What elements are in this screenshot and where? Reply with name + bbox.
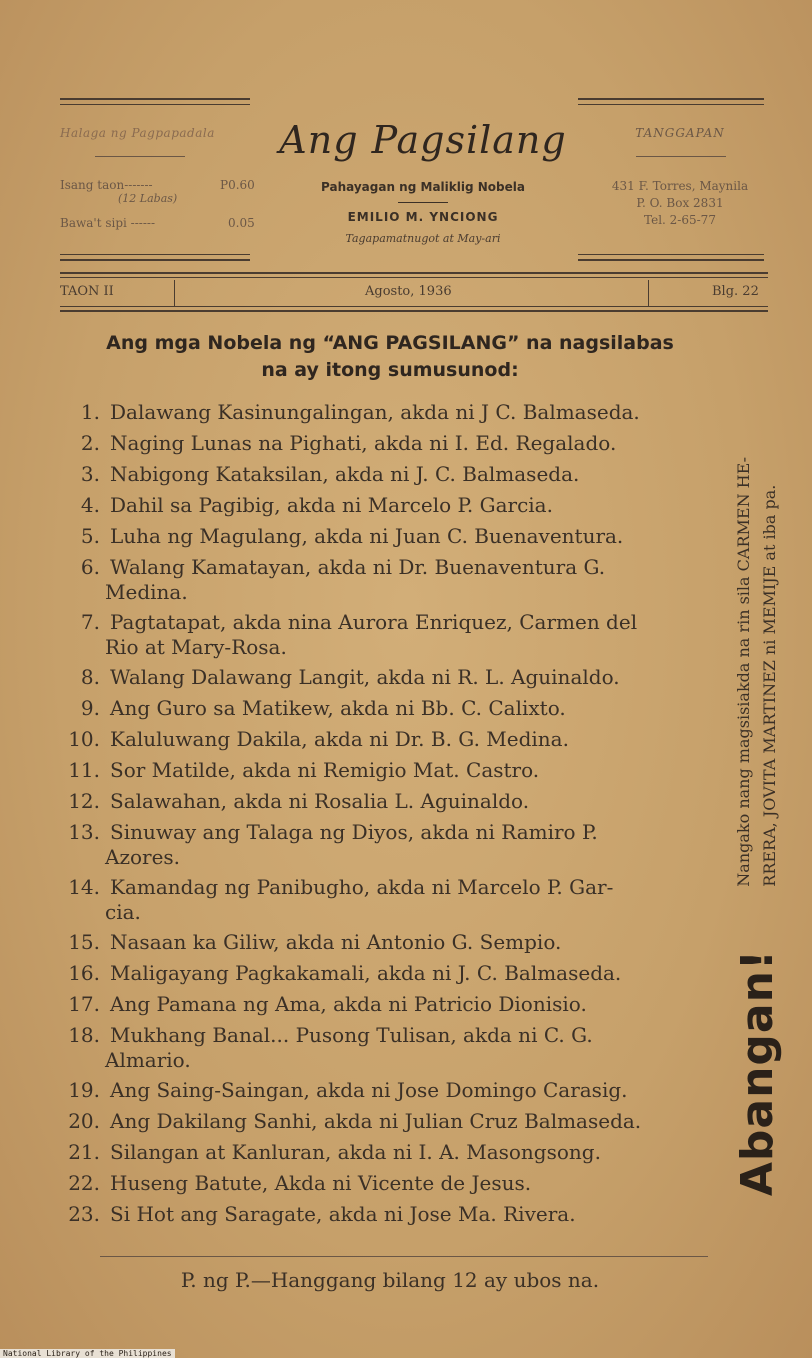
abangan-text: Abangan! <box>731 949 783 1197</box>
item-text: Kamandag ng Panibugho, akda ni Marcelo P. Gar- <box>110 875 614 899</box>
header-rule-right <box>578 98 764 100</box>
item-text: Walang Dalawang Langit, akda ni R. L. Aguinaldo. <box>110 665 620 689</box>
list-item <box>60 1140 720 1171</box>
price-row-label: Bawa't sipi ------ <box>60 216 155 230</box>
list-item <box>60 462 720 493</box>
issue-bar-bottom-thick <box>60 310 768 312</box>
item-text: Walang Kamatayan, akda ni Dr. Buenaventura G. <box>110 555 606 579</box>
item-text-continued: Medina. <box>105 579 188 604</box>
item-number: 6. <box>80 555 100 579</box>
list-item <box>60 930 720 961</box>
item-text: Silangan at Kanluran, akda ni I. A. Masongsong. <box>110 1140 601 1164</box>
header-rule-lower-left-thick <box>60 259 250 261</box>
office-line: P. O. Box 2831 <box>636 196 724 210</box>
item-text: Nasaan ka Giliw, akda ni Antonio G. Sempio. <box>110 930 562 954</box>
item-number: 19. <box>68 1078 100 1102</box>
list-heading-line: Ang mga Nobela ng “ANG PAGSILANG” na nagsilabas <box>106 332 674 354</box>
masthead-divider <box>398 202 448 203</box>
list-heading <box>40 330 740 384</box>
list-item <box>60 431 720 462</box>
list-item <box>60 875 720 930</box>
header-rule-lower-right <box>578 254 764 255</box>
item-number: 17. <box>68 992 100 1016</box>
list-item <box>60 1171 720 1202</box>
side-note-line: Nangako nang magsisiakda na rin sila CARMEN HE- <box>734 457 753 887</box>
price-row-value: P0.60 <box>220 178 255 192</box>
item-number: 9. <box>80 696 100 720</box>
item-number: 2. <box>80 431 100 455</box>
footnote: P. ng P.—Hanggang bilang 12 ay ubos na. <box>180 1268 600 1292</box>
list-item <box>60 961 720 992</box>
list-item <box>60 493 720 524</box>
item-number: 4. <box>80 493 100 517</box>
item-number: 22. <box>68 1171 100 1195</box>
item-text: Sor Matilde, akda ni Remigio Mat. Castro. <box>110 758 540 782</box>
header-rule-right-thin <box>578 104 764 105</box>
list-heading-line: na ay itong sumusunod: <box>261 359 519 381</box>
masthead-tagline: Pahayagan ng Maliklig Nobela <box>321 180 525 194</box>
issue-bar-bottom <box>60 306 768 307</box>
item-number: 1. <box>80 400 100 424</box>
item-number: 12. <box>68 789 100 813</box>
item-text: Pagtatapat, akda nina Aurora Enriquez, Carmen del <box>110 610 638 634</box>
item-number: 16. <box>68 961 100 985</box>
abangan-callout <box>722 949 792 1197</box>
side-note-line: RRERA, JOVITA MARTINEZ ni MEMIJE at iba pa. <box>760 484 779 887</box>
item-text: Sinuway ang Talaga ng Diyos, akda ni Ramiro P. <box>110 820 598 844</box>
list-item <box>60 400 720 431</box>
list-item <box>60 727 720 758</box>
office-line: 431 F. Torres, Maynila <box>611 179 749 193</box>
header-rule-left <box>60 98 250 100</box>
list-item <box>60 1078 720 1109</box>
issue-bar-top-thin <box>60 277 768 278</box>
item-text: Ang Saing-Saingan, akda ni Jose Domingo Carasig. <box>110 1078 628 1102</box>
issue-divider-right <box>648 280 649 306</box>
list-item <box>60 789 720 820</box>
side-note-text <box>731 457 783 887</box>
item-text-continued: cia. <box>105 899 141 924</box>
masthead-editor: EMILIO M. YNCIONG <box>347 210 499 224</box>
header-rule-lower-right-thick <box>578 259 764 261</box>
list-item <box>60 1109 720 1140</box>
item-text: Nabigong Kataksilan, akda ni J. C. Balmaseda. <box>110 462 580 486</box>
price-row-label: Isang taon------- <box>60 178 153 192</box>
issue-page: Blg. 22 <box>712 284 759 299</box>
list-item <box>60 555 720 610</box>
masthead-title: Ang Pagsilang <box>279 118 567 162</box>
issue-date: Agosto, 1936 <box>365 284 452 299</box>
list-item <box>60 665 720 696</box>
item-text: Mukhang Banal... Pusong Tulisan, akda ni C. G. <box>110 1023 593 1047</box>
list-item <box>60 1202 720 1233</box>
item-number: 15. <box>68 930 100 954</box>
item-text: Huseng Batute, Akda ni Vicente de Jesus. <box>110 1171 532 1195</box>
list-item <box>60 610 720 665</box>
masthead-editor-role: Tagapamatnugot at May-ari <box>345 232 501 245</box>
price-row-issue <box>60 216 255 230</box>
price-row-value: 0.05 <box>228 216 255 230</box>
item-number: 13. <box>68 820 100 844</box>
price-row-annual <box>60 178 255 192</box>
item-text: Naging Lunas na Pighati, akda ni I. Ed. Regalado. <box>110 431 617 455</box>
price-title-underline <box>95 156 185 157</box>
item-number: 7. <box>80 610 100 634</box>
item-number: 10. <box>68 727 100 751</box>
office-address <box>580 178 780 229</box>
item-number: 5. <box>80 524 100 548</box>
list-item <box>60 1023 720 1078</box>
price-sub: (12 Labas) <box>118 192 178 205</box>
header-rule-left-thin <box>60 104 250 105</box>
item-text: Si Hot ang Saragate, akda ni Jose Ma. Rivera. <box>110 1202 576 1226</box>
item-text: Luha ng Magulang, akda ni Juan C. Buenaventura. <box>110 524 624 548</box>
item-text: Kaluluwang Dakila, akda ni Dr. B. G. Medina. <box>110 727 569 751</box>
side-note <box>722 402 792 942</box>
library-credit: National Library of the Philippines <box>0 1349 175 1358</box>
item-text-continued: Almario. <box>105 1047 191 1072</box>
office-line: Tel. 2-65-77 <box>644 213 716 227</box>
footer-rule <box>100 1256 708 1257</box>
novel-list <box>60 400 720 1233</box>
item-text: Dalawang Kasinungalingan, akda ni J C. Balmaseda. <box>110 400 640 424</box>
item-number: 3. <box>80 462 100 486</box>
list-item <box>60 524 720 555</box>
list-item <box>60 820 720 875</box>
issue-bar-top <box>60 272 768 274</box>
item-text: Ang Pamana ng Ama, akda ni Patricio Dionisio. <box>110 992 587 1016</box>
header-rule-lower-left <box>60 254 250 255</box>
office-title: TANGGAPAN <box>635 126 725 140</box>
item-text: Ang Dakilang Sanhi, akda ni Julian Cruz Balmaseda. <box>110 1109 642 1133</box>
item-number: 20. <box>68 1109 100 1133</box>
office-title-underline <box>636 156 726 157</box>
item-text: Dahil sa Pagibig, akda ni Marcelo P. Garcia. <box>110 493 553 517</box>
item-text: Salawahan, akda ni Rosalia L. Aguinaldo. <box>110 789 530 813</box>
item-text: Ang Guro sa Matikew, akda ni Bb. C. Calixto. <box>110 696 566 720</box>
list-item <box>60 992 720 1023</box>
issue-volume: TAON II <box>60 284 114 299</box>
item-text-continued: Azores. <box>105 844 181 869</box>
price-title: Halaga ng Pagpapadala <box>60 126 215 140</box>
item-number: 14. <box>68 875 100 899</box>
item-number: 8. <box>80 665 100 689</box>
list-item <box>60 758 720 789</box>
item-number: 18. <box>68 1023 100 1047</box>
list-item <box>60 696 720 727</box>
item-text-continued: Rio at Mary-Rosa. <box>105 634 287 659</box>
item-number: 21. <box>68 1140 100 1164</box>
item-number: 11. <box>68 758 100 782</box>
item-text: Maligayang Pagkakamali, akda ni J. C. Balmaseda. <box>110 961 622 985</box>
issue-divider-left <box>174 280 175 306</box>
item-number: 23. <box>68 1202 100 1226</box>
